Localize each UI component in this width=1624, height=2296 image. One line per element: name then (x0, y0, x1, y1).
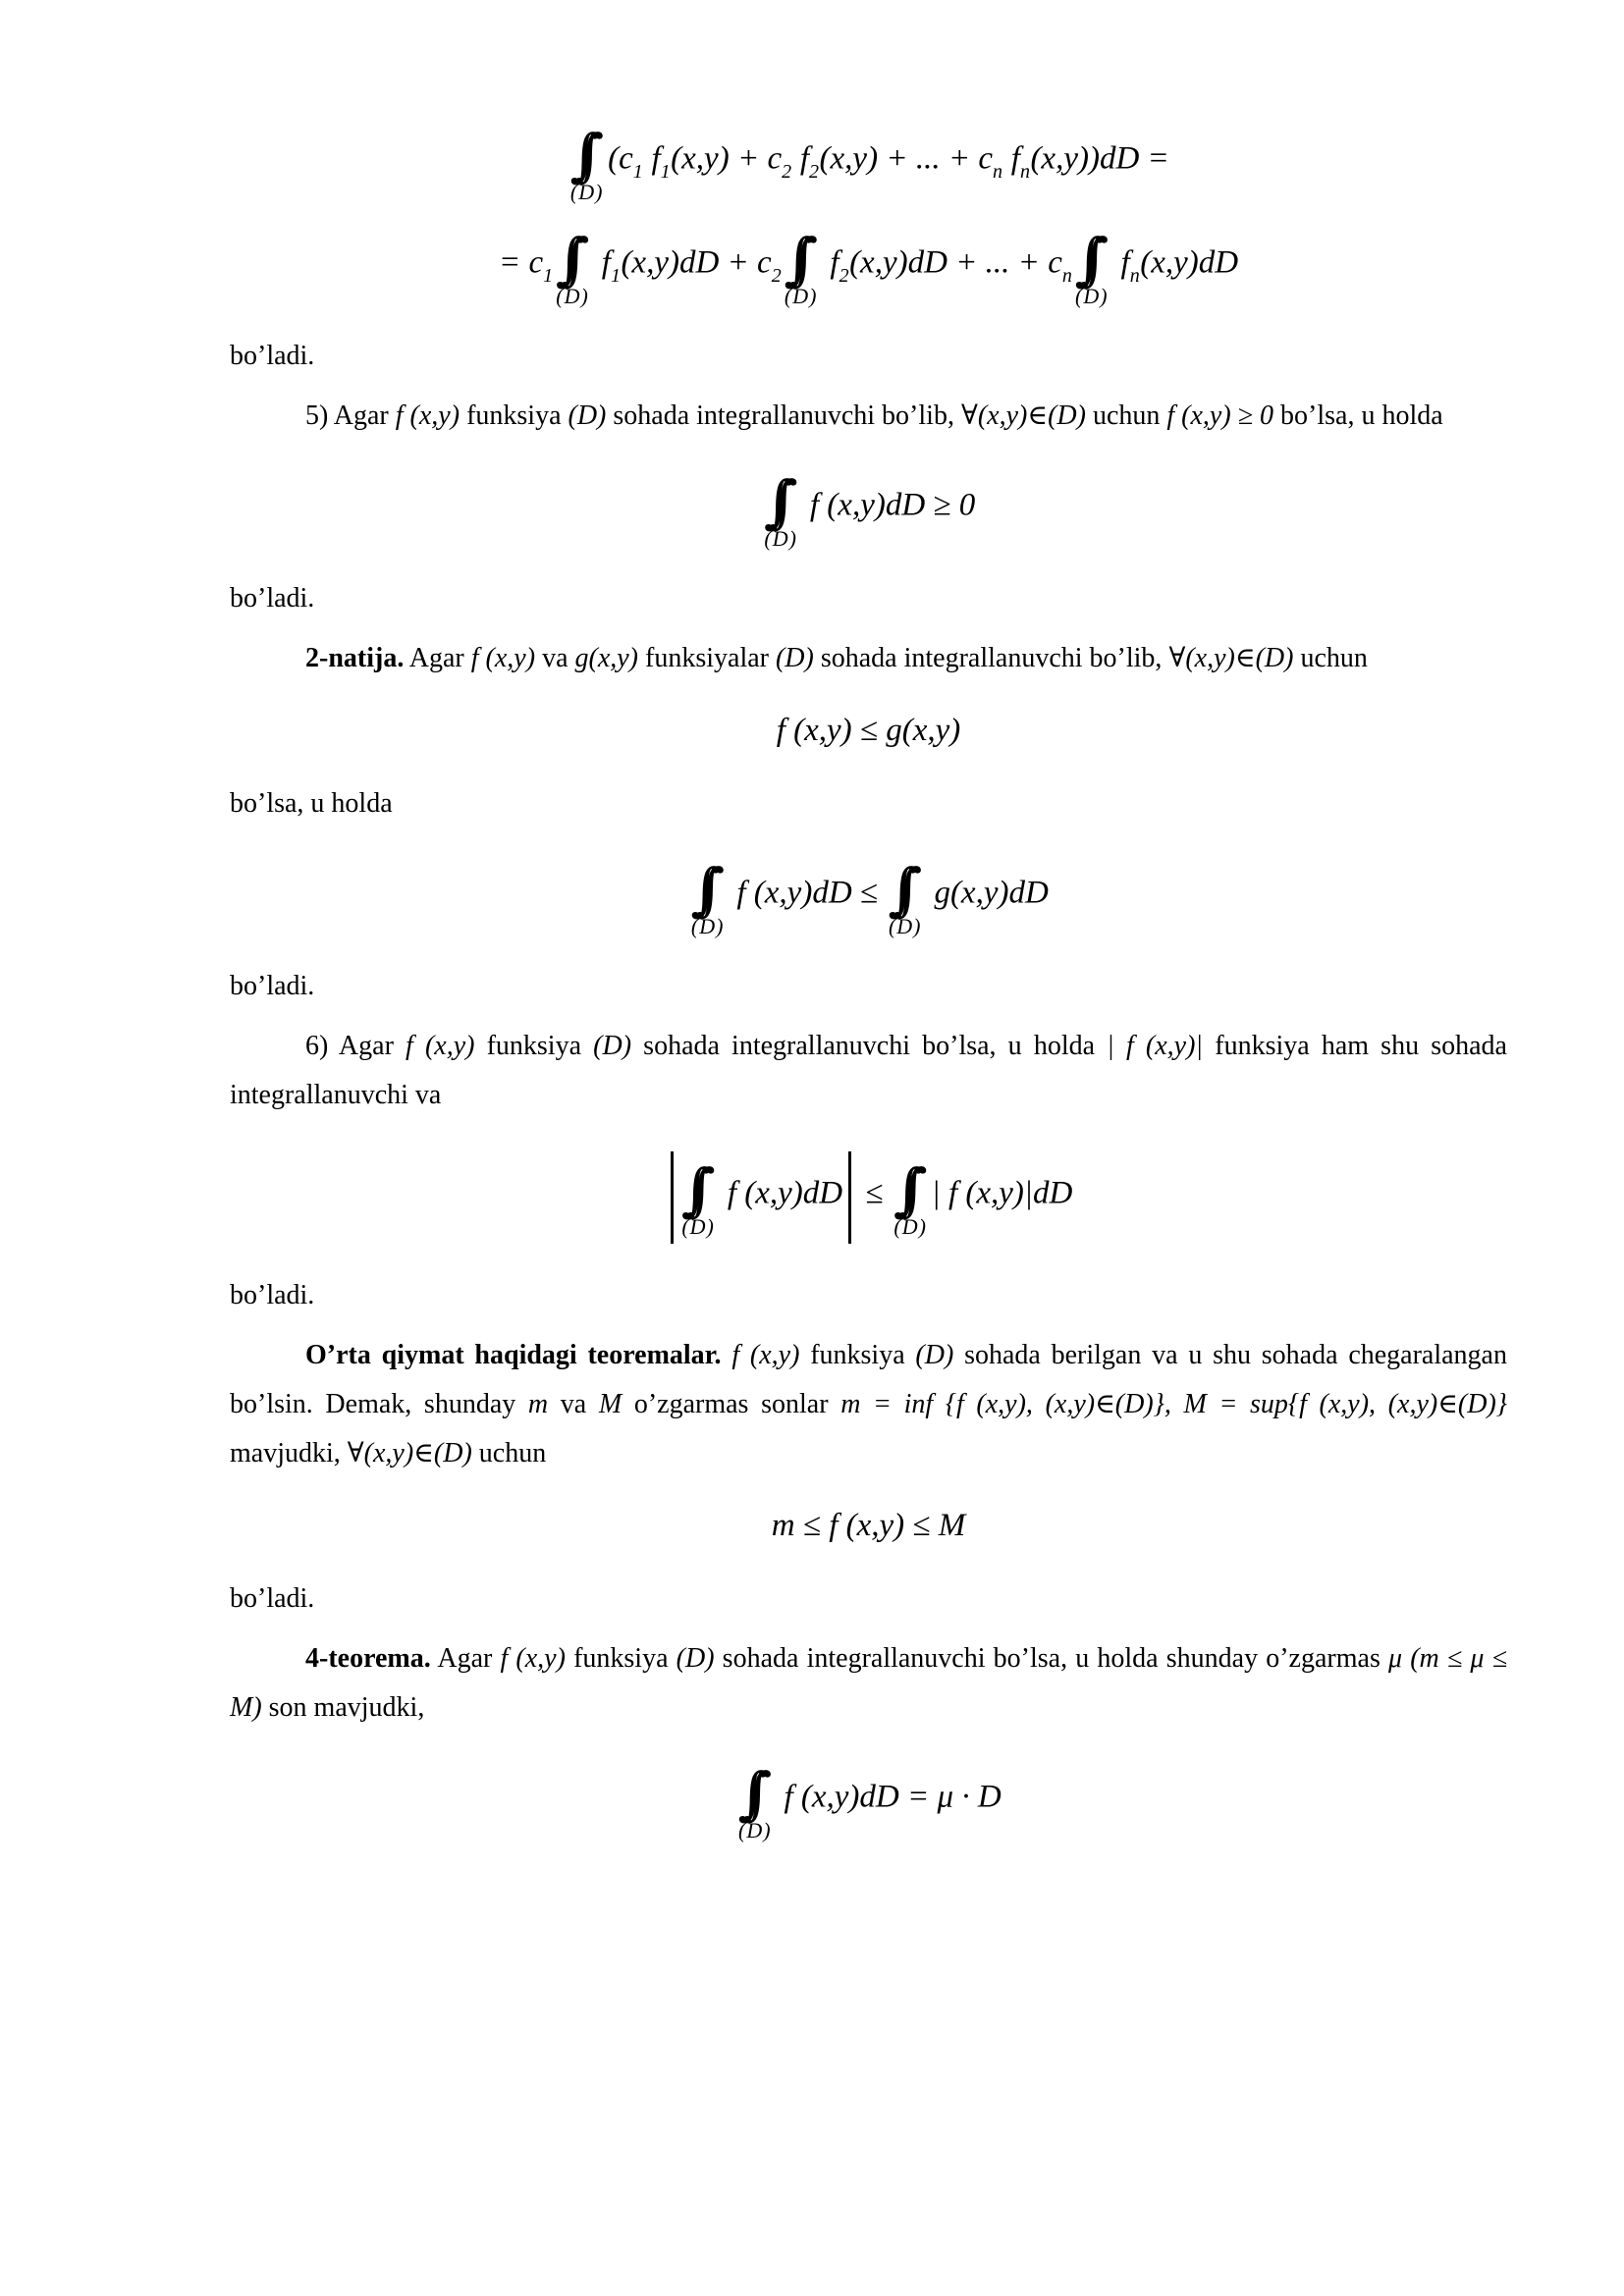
double-integral (1074, 226, 1109, 309)
text-run: bo’ladi. (230, 341, 315, 371)
math-run: f (x,y) (500, 1642, 566, 1674)
text-boladi-4 (230, 1271, 1507, 1320)
math-run: f (x,y) ≤ g(x,y) (776, 713, 961, 748)
math-run: | f (x,y)|dD (931, 1175, 1073, 1211)
math-run: (x,y))dD = (1030, 140, 1169, 177)
text-run: sohada integrallanuvchi bo’lib, (813, 643, 1169, 673)
math-run: f (x,y)dD = μ · D (776, 1779, 1001, 1815)
text-run: uchun (471, 1437, 547, 1468)
double-integral-glyph: ∫∫ (737, 1759, 747, 1827)
text-run: va (535, 643, 575, 673)
subscript-run: n (1129, 264, 1141, 287)
text-boladi-1 (230, 332, 1507, 381)
math-run: g(x,y) (574, 643, 639, 673)
integral-domain-label: (D) (1075, 284, 1109, 308)
integral-domain-label: (D) (556, 284, 589, 308)
math-run: f (1002, 140, 1020, 177)
double-integral (893, 1155, 928, 1240)
math-run: (D) (568, 400, 607, 431)
integral-domain-label: (D) (784, 284, 818, 308)
text-run: Agar (430, 1642, 501, 1674)
text-run: Agar (404, 643, 471, 673)
double-integral-glyph: ∫∫ (888, 855, 897, 923)
text-run: funksiya (460, 400, 568, 431)
math-run: f (791, 140, 810, 177)
text-property5 (230, 392, 1507, 441)
double-integral (784, 226, 818, 309)
double-integral-glyph: ∫∫ (1074, 226, 1084, 293)
text-run: mavjudki, (230, 1437, 348, 1468)
eq-nonnegative (230, 468, 1507, 551)
math-run: f (x,y) (395, 400, 460, 431)
text-run: funksiya (565, 1642, 677, 1674)
double-integral-glyph: ∫∫ (569, 122, 579, 188)
text-teorema4 (230, 1634, 1507, 1733)
double-integral-glyph: ∫∫ (680, 1155, 691, 1223)
math-run: (c (608, 140, 633, 177)
text-run: bo’ladi. (230, 1279, 315, 1310)
text-run: 6) Agar (305, 1030, 406, 1061)
text-run: sohada berilgan va u shu sohada chegaralangan bo’lsin. Demak, shunday (230, 1339, 1507, 1419)
text-run: bo’ladi. (230, 583, 315, 614)
math-run: ≤ (857, 1175, 892, 1211)
math-run: f (822, 244, 839, 281)
integral-domain-label: (D) (681, 1213, 715, 1239)
text-run: 5) Agar (305, 400, 396, 431)
subscript-run: 2 (839, 264, 850, 287)
integral-domain-label: (D) (738, 1817, 772, 1842)
double-integral (690, 855, 725, 939)
text-run: son mavjudki, (261, 1691, 425, 1723)
math-run: f (1112, 244, 1130, 281)
math-run: (x,y)dD + ... + c (849, 244, 1062, 281)
math-run: m = inf {f (x,y), (x,y)∈(D)}, M = sup{f (x,y), (x,y)∈(D)} (840, 1388, 1507, 1419)
double-integral-glyph: ∫∫ (784, 226, 793, 293)
text-run: funksiya (474, 1030, 594, 1061)
math-run: (x,y) + c (671, 140, 783, 177)
eq-linearity-line1 (230, 122, 1507, 204)
text-run: uchun (1085, 400, 1167, 431)
math-run: m ≤ f (x,y) ≤ M (771, 1507, 966, 1543)
math-run: f (x,y) ≥ 0 (1166, 400, 1274, 431)
subscript-run: 2 (782, 160, 792, 183)
bold-run: 4-teorema. (305, 1642, 431, 1674)
double-integral (680, 1155, 716, 1240)
math-run: f (x,y)dD (719, 1175, 843, 1211)
eq-abs-inequality (230, 1149, 1507, 1242)
double-integral-glyph: ∫∫ (893, 1155, 903, 1223)
text-run: funksiya ham shu sohada integrallanuvchi va (230, 1030, 1507, 1110)
math-run: f (x,y)dD ≥ 0 (801, 487, 976, 523)
math-run: ∀(x,y)∈(D) (347, 1437, 472, 1468)
text-run: bo’lsa, u holda (1273, 400, 1443, 431)
integral-domain-label: (D) (569, 180, 604, 204)
math-run: f (593, 244, 611, 281)
math-run: f (x,y)dD ≤ (729, 875, 887, 911)
math-run: | f (x,y)| (1107, 1030, 1204, 1061)
math-run: f (x,y) (406, 1030, 475, 1061)
double-integral (763, 468, 798, 552)
double-integral (555, 226, 590, 309)
eq-pointwise (230, 713, 1507, 750)
text-boladi-5 (230, 1575, 1507, 1624)
double-integral-glyph: ∫∫ (690, 855, 700, 923)
double-integral-glyph: ∫∫ (763, 468, 774, 535)
subscript-run: n (1019, 160, 1031, 183)
math-run: (D) (676, 1642, 715, 1674)
text-run: funksiya (799, 1339, 916, 1370)
double-integral (888, 855, 922, 939)
absolute-value-bar (848, 1151, 851, 1244)
absolute-value-bar (671, 1151, 674, 1244)
eq-bounds (230, 1508, 1507, 1545)
integral-domain-label: (D) (888, 913, 922, 938)
text-run: sohada integrallanuvchi bo’lib, (606, 400, 961, 431)
integral-domain-label: (D) (690, 913, 725, 938)
math-run: (x,y)dD (1140, 244, 1239, 281)
math-run: ∀(x,y)∈(D) (960, 400, 1086, 431)
text-run: funksiyalar (638, 643, 776, 673)
subscript-run: 2 (771, 264, 783, 287)
math-run: (x,y)dD + c (621, 244, 772, 281)
eq-monotonicity (230, 855, 1507, 938)
subscript-run: 1 (543, 264, 554, 287)
text-run: sohada integrallanuvchi bo’lsa, u holda (631, 1030, 1108, 1061)
math-run: (D) (915, 1339, 954, 1370)
subscript-run: 1 (660, 160, 672, 183)
bold-run: O’rta qiymat haqidagi teoremalar. (305, 1339, 722, 1370)
math-run: (x,y) + ... + c (819, 140, 994, 177)
text-run: uchun (1293, 643, 1368, 673)
math-run: f (643, 140, 661, 177)
integral-domain-label: (D) (893, 1213, 927, 1239)
subscript-run: 1 (632, 160, 644, 183)
math-run: m (527, 1388, 549, 1419)
eq-linearity-line2 (230, 226, 1507, 308)
text-property6 (230, 1022, 1507, 1120)
math-run: (D) (593, 1030, 632, 1061)
text-bolsa-u-holda (230, 779, 1507, 828)
text-run: bo’lsa, u holda (230, 787, 393, 819)
math-run: (D) (775, 643, 814, 673)
text-run: o’zgarmas sonlar (622, 1388, 841, 1419)
math-run: f (x,y) (731, 1339, 800, 1370)
double-integral (569, 122, 604, 205)
double-integral (737, 1759, 772, 1843)
text-mean-value-theorems (230, 1331, 1507, 1478)
integral-domain-label: (D) (764, 526, 797, 551)
eq-mean-value (230, 1759, 1507, 1842)
text-boladi-2 (230, 574, 1507, 623)
text-run: sohada integrallanuvchi bo’lsa, u holda shunday o’zgarmas (714, 1642, 1388, 1674)
text-run: bo’ladi. (230, 970, 315, 1001)
text-run: va (548, 1388, 599, 1419)
math-run: ∀(x,y)∈(D) (1168, 643, 1294, 673)
text-natija2 (230, 634, 1507, 683)
math-run: M (598, 1388, 623, 1419)
double-integral-glyph: ∫∫ (555, 226, 565, 293)
math-run: = c (498, 244, 544, 281)
subscript-run: n (993, 160, 1003, 183)
math-run: f (x,y) (470, 643, 536, 673)
text-run (722, 1340, 732, 1370)
math-run: g(x,y)dD (926, 875, 1049, 911)
text-boladi-3 (230, 962, 1507, 1011)
subscript-run: 2 (809, 160, 820, 183)
subscript-run: n (1061, 264, 1073, 287)
text-run: bo’ladi. (230, 1582, 315, 1614)
subscript-run: 1 (610, 264, 622, 287)
bold-run: 2-natija. (305, 643, 405, 673)
math-run: μ (m ≤ μ ≤ M) (230, 1642, 1507, 1723)
